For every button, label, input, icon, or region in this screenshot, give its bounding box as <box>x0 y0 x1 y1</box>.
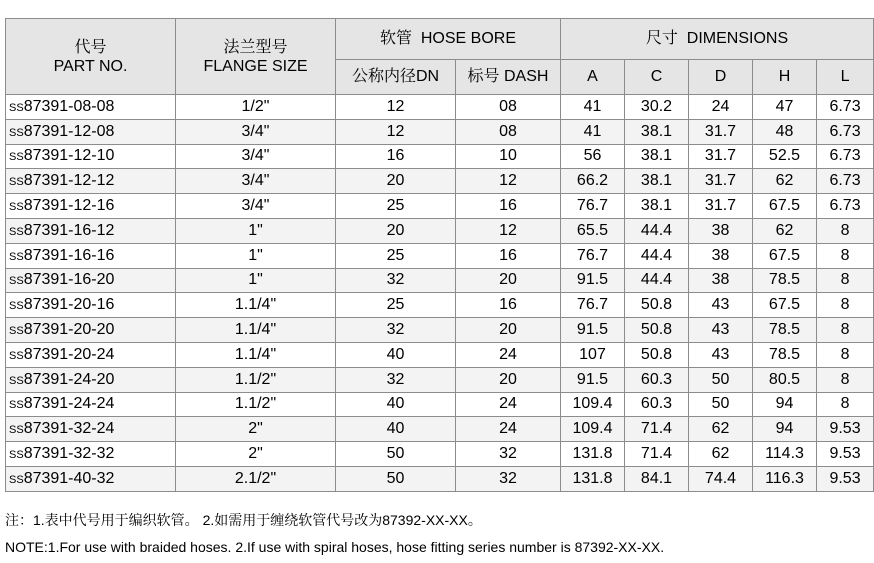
dash-cell: 16 <box>456 194 561 219</box>
dim-a-cell: 56 <box>561 144 625 169</box>
dim-h-cell: 47 <box>753 95 817 120</box>
dim-h-cell: 48 <box>753 119 817 144</box>
dn-cell: 20 <box>336 169 456 194</box>
part-no-cell <box>6 169 176 194</box>
dash-cell: 20 <box>456 318 561 343</box>
part-no-header <box>6 19 176 95</box>
dim-l-cell: 8 <box>817 268 874 293</box>
part-prefix: SS <box>9 399 24 412</box>
part-number: 87391-32-24 <box>23 420 115 438</box>
dn-cell: 25 <box>336 243 456 268</box>
dim-d-cell: 43 <box>689 342 753 367</box>
part-prefix: SS <box>9 473 24 486</box>
dim-h-cell: 78.5 <box>753 268 817 293</box>
dash-cell: 20 <box>456 367 561 392</box>
part-no-header-en: PART NO. <box>53 57 128 75</box>
dn-header: 公称内径DN <box>336 60 456 95</box>
dim-d-cell: 50 <box>689 392 753 417</box>
flange-size-cell: 1.1/2" <box>176 367 336 392</box>
table-row <box>6 442 874 467</box>
dim-c-cell: 38.1 <box>625 169 689 194</box>
dim-l-cell: 8 <box>817 392 874 417</box>
table-row <box>6 95 874 120</box>
dn-cell: 32 <box>336 318 456 343</box>
flange-size-cell: 3/4" <box>176 194 336 219</box>
part-prefix: SS <box>9 424 24 437</box>
dim-d-cell: 31.7 <box>689 119 753 144</box>
flange-size-cell: 2" <box>176 442 336 467</box>
dim-a-cell: 76.7 <box>561 243 625 268</box>
dim-header-a: A <box>561 60 625 95</box>
dim-d-cell: 38 <box>689 268 753 293</box>
dim-h-cell: 114.3 <box>753 442 817 467</box>
flange-size-cell: 1.1/2" <box>176 392 336 417</box>
part-number: 87391-16-16 <box>23 246 115 264</box>
dash-header: 标号 DASH <box>456 60 561 95</box>
dim-c-cell: 38.1 <box>625 194 689 219</box>
dim-a-cell: 76.7 <box>561 293 625 318</box>
dim-a-cell: 76.7 <box>561 194 625 219</box>
table-row <box>6 318 874 343</box>
dim-c-cell: 44.4 <box>625 268 689 293</box>
part-prefix: SS <box>9 374 24 387</box>
dash-cell: 12 <box>456 169 561 194</box>
part-no-cell <box>6 342 176 367</box>
part-number: 87391-40-32 <box>23 469 115 487</box>
dash-cell: 32 <box>456 466 561 491</box>
dim-c-cell: 44.4 <box>625 218 689 243</box>
table-row <box>6 293 874 318</box>
part-number: 87391-12-16 <box>23 197 115 215</box>
part-prefix: SS <box>9 201 24 214</box>
dim-h-cell: 67.5 <box>753 194 817 219</box>
dim-h-cell: 94 <box>753 392 817 417</box>
dimensions-header: 尺寸 DIMENSIONS <box>561 19 874 60</box>
dim-a-cell: 91.5 <box>561 268 625 293</box>
flange-size-cell: 3/4" <box>176 169 336 194</box>
flange-size-cell: 3/4" <box>176 144 336 169</box>
dim-header-l: L <box>817 60 874 95</box>
dash-cell: 24 <box>456 342 561 367</box>
dn-cell: 32 <box>336 367 456 392</box>
dim-a-cell: 41 <box>561 95 625 120</box>
table-row <box>6 119 874 144</box>
dim-d-cell: 50 <box>689 367 753 392</box>
dim-h-cell: 67.5 <box>753 243 817 268</box>
part-number: 87391-20-16 <box>23 296 115 314</box>
dim-l-cell: 6.73 <box>817 169 874 194</box>
table-row <box>6 417 874 442</box>
table-row <box>6 268 874 293</box>
dimensions-table <box>5 18 874 492</box>
part-no-cell <box>6 466 176 491</box>
dash-cell: 32 <box>456 442 561 467</box>
part-prefix: SS <box>9 325 24 338</box>
part-prefix: SS <box>9 126 24 139</box>
dim-h-cell: 62 <box>753 218 817 243</box>
part-no-cell <box>6 392 176 417</box>
dim-d-cell: 62 <box>689 417 753 442</box>
part-number: 87391-20-20 <box>23 321 115 339</box>
dim-d-cell: 74.4 <box>689 466 753 491</box>
dim-l-cell: 6.73 <box>817 194 874 219</box>
part-no-cell <box>6 194 176 219</box>
dim-h-cell: 67.5 <box>753 293 817 318</box>
dim-h-cell: 62 <box>753 169 817 194</box>
part-prefix: SS <box>9 449 24 462</box>
dim-a-cell: 131.8 <box>561 442 625 467</box>
part-number: 87391-32-32 <box>23 445 115 463</box>
part-number: 87391-20-24 <box>23 345 115 363</box>
flange-size-cell: 2.1/2" <box>176 466 336 491</box>
part-prefix: SS <box>9 151 24 164</box>
dim-c-cell: 44.4 <box>625 243 689 268</box>
part-no-cell <box>6 318 176 343</box>
flange-size-cell: 3/4" <box>176 119 336 144</box>
dim-header-c: C <box>625 60 689 95</box>
dash-cell: 08 <box>456 95 561 120</box>
table-row <box>6 392 874 417</box>
dim-h-cell: 78.5 <box>753 342 817 367</box>
note-chinese: 注：1.表中代号用于编织软管。 2.如需用于缠绕软管代号改为87392-XX-XX。 <box>5 512 482 528</box>
dim-d-cell: 38 <box>689 218 753 243</box>
dim-l-cell: 8 <box>817 367 874 392</box>
table-row <box>6 367 874 392</box>
dim-a-cell: 66.2 <box>561 169 625 194</box>
dim-l-cell: 8 <box>817 218 874 243</box>
dim-a-cell: 109.4 <box>561 417 625 442</box>
part-number: 87391-16-20 <box>23 271 115 289</box>
dim-c-cell: 71.4 <box>625 417 689 442</box>
part-no-cell <box>6 367 176 392</box>
part-number: 87391-12-10 <box>23 147 115 165</box>
dim-c-cell: 38.1 <box>625 119 689 144</box>
dim-l-cell: 8 <box>817 293 874 318</box>
part-number: 87391-12-12 <box>23 172 115 190</box>
dim-c-cell: 71.4 <box>625 442 689 467</box>
dim-l-cell: 9.53 <box>817 466 874 491</box>
part-number: 87391-16-12 <box>23 221 115 239</box>
dim-c-cell: 50.8 <box>625 293 689 318</box>
table-row <box>6 194 874 219</box>
dim-h-cell: 80.5 <box>753 367 817 392</box>
dim-a-cell: 107 <box>561 342 625 367</box>
part-number: 87391-12-08 <box>23 122 115 140</box>
dash-cell: 10 <box>456 144 561 169</box>
dim-d-cell: 38 <box>689 243 753 268</box>
table-row <box>6 466 874 491</box>
part-no-cell <box>6 268 176 293</box>
dim-h-cell: 116.3 <box>753 466 817 491</box>
dim-d-cell: 62 <box>689 442 753 467</box>
table-row <box>6 169 874 194</box>
part-no-cell <box>6 119 176 144</box>
flange-size-cell: 1.1/4" <box>176 318 336 343</box>
dim-l-cell: 8 <box>817 342 874 367</box>
dim-a-cell: 65.5 <box>561 218 625 243</box>
table-row <box>6 342 874 367</box>
dn-cell: 12 <box>336 95 456 120</box>
dim-l-cell: 9.53 <box>817 417 874 442</box>
table-row <box>6 243 874 268</box>
dim-l-cell: 6.73 <box>817 119 874 144</box>
part-no-cell <box>6 243 176 268</box>
part-no-cell <box>6 218 176 243</box>
dash-cell: 24 <box>456 417 561 442</box>
dn-cell: 40 <box>336 392 456 417</box>
dim-c-cell: 50.8 <box>625 318 689 343</box>
dim-header-d: D <box>689 60 753 95</box>
dim-h-cell: 94 <box>753 417 817 442</box>
part-no-cell <box>6 293 176 318</box>
dim-c-cell: 60.3 <box>625 367 689 392</box>
dash-cell: 08 <box>456 119 561 144</box>
dim-l-cell: 9.53 <box>817 442 874 467</box>
dn-cell: 20 <box>336 218 456 243</box>
dim-a-cell: 91.5 <box>561 367 625 392</box>
flange-size-cell: 1" <box>176 218 336 243</box>
part-no-cell <box>6 442 176 467</box>
flange-size-cell: 1" <box>176 268 336 293</box>
dash-cell: 24 <box>456 392 561 417</box>
flange-size-cell: 1" <box>176 243 336 268</box>
dn-cell: 40 <box>336 417 456 442</box>
dn-cell: 32 <box>336 268 456 293</box>
dim-l-cell: 6.73 <box>817 144 874 169</box>
dim-d-cell: 24 <box>689 95 753 120</box>
flange-size-header-cn: 法兰型号 <box>223 38 288 56</box>
dim-d-cell: 31.7 <box>689 194 753 219</box>
dn-cell: 12 <box>336 119 456 144</box>
note-english: NOTE:1.For use with braided hoses. 2.If use with spiral hoses, hose fitting series number is 87392-XX-XX. <box>5 539 665 555</box>
dash-cell: 20 <box>456 268 561 293</box>
dim-c-cell: 50.8 <box>625 342 689 367</box>
part-number: 87391-24-24 <box>23 395 115 413</box>
table-row <box>6 144 874 169</box>
dim-a-cell: 131.8 <box>561 466 625 491</box>
flange-size-cell: 1/2" <box>176 95 336 120</box>
dim-d-cell: 31.7 <box>689 144 753 169</box>
dn-cell: 16 <box>336 144 456 169</box>
dn-cell: 50 <box>336 466 456 491</box>
part-no-header-cn: 代号 <box>74 38 107 56</box>
table-body <box>6 95 874 492</box>
dash-cell: 16 <box>456 243 561 268</box>
dn-cell: 25 <box>336 293 456 318</box>
part-no-cell <box>6 144 176 169</box>
dim-h-cell: 78.5 <box>753 318 817 343</box>
dim-header-h: H <box>753 60 817 95</box>
dim-d-cell: 43 <box>689 318 753 343</box>
dim-h-cell: 52.5 <box>753 144 817 169</box>
dim-c-cell: 30.2 <box>625 95 689 120</box>
dn-cell: 25 <box>336 194 456 219</box>
table-row <box>6 218 874 243</box>
dim-c-cell: 84.1 <box>625 466 689 491</box>
dim-d-cell: 43 <box>689 293 753 318</box>
part-prefix: SS <box>9 176 24 189</box>
dim-a-cell: 109.4 <box>561 392 625 417</box>
dim-l-cell: 6.73 <box>817 95 874 120</box>
part-prefix: SS <box>9 101 24 114</box>
part-number: 87391-24-20 <box>23 370 115 388</box>
dim-a-cell: 41 <box>561 119 625 144</box>
part-prefix: SS <box>9 275 24 288</box>
dim-l-cell: 8 <box>817 318 874 343</box>
part-number: 87391-08-08 <box>23 97 115 115</box>
dash-cell: 12 <box>456 218 561 243</box>
dim-d-cell: 31.7 <box>689 169 753 194</box>
table-header <box>6 19 874 95</box>
part-no-cell <box>6 95 176 120</box>
part-prefix: SS <box>9 250 24 263</box>
flange-size-cell: 2" <box>176 417 336 442</box>
dim-a-cell: 91.5 <box>561 318 625 343</box>
part-prefix: SS <box>9 225 24 238</box>
part-prefix: SS <box>9 300 24 313</box>
dim-c-cell: 38.1 <box>625 144 689 169</box>
dn-cell: 40 <box>336 342 456 367</box>
dn-cell: 50 <box>336 442 456 467</box>
flange-size-cell: 1.1/4" <box>176 342 336 367</box>
flange-size-header <box>176 19 336 95</box>
part-prefix: SS <box>9 349 24 362</box>
flange-size-header-en: FLANGE SIZE <box>203 57 308 75</box>
dash-cell: 16 <box>456 293 561 318</box>
dim-c-cell: 60.3 <box>625 392 689 417</box>
hose-bore-header: 软管 HOSE BORE <box>336 19 561 60</box>
part-no-cell <box>6 417 176 442</box>
dim-l-cell: 8 <box>817 243 874 268</box>
flange-size-cell: 1.1/4" <box>176 293 336 318</box>
